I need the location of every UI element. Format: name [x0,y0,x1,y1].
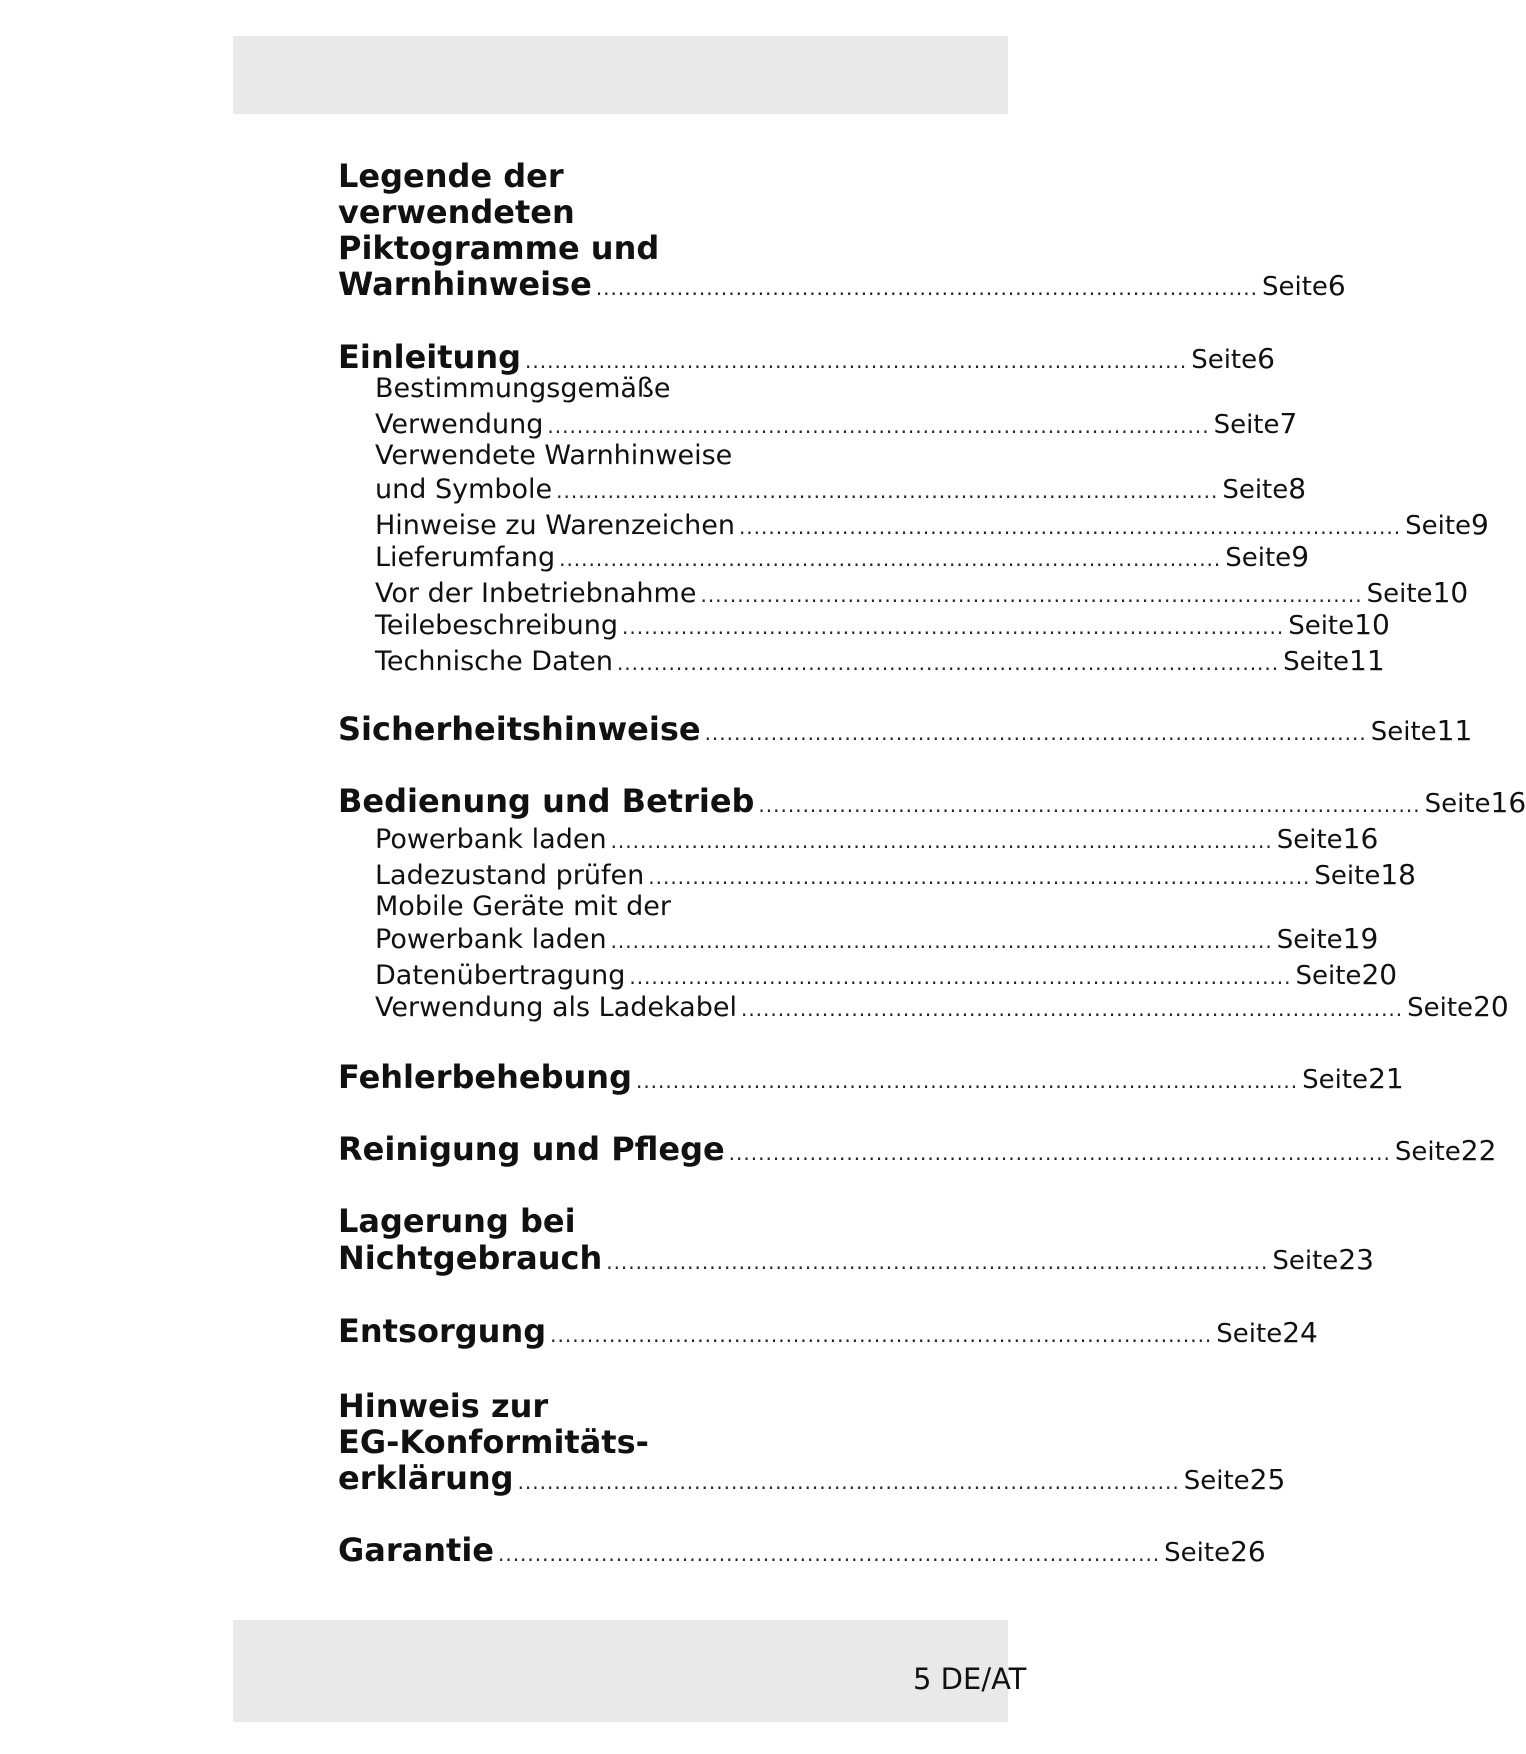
toc-seite-label: Seite [1366,579,1433,609]
toc-seite-label: Seite [1288,611,1355,641]
toc-entry-legende[interactable] [338,265,1346,303]
toc-seite-label: Seite [1216,1319,1283,1349]
toc-page-number: 21 [1368,1062,1404,1095]
toc-entry-title: Ladezustand prüfen [375,860,645,891]
toc-entry-title: und Symbole [375,474,553,505]
toc-entry-sicherheitshinweise[interactable] [338,710,1473,748]
leader-dots: .......................................................................................... [700,583,1363,607]
toc-entry-title: Teilebeschreibung [375,610,619,641]
toc-heading-line: Lagerung bei [338,1202,576,1240]
toc-entry-title: Sicherheitshinweise [338,710,701,748]
toc-page-number: 16 [1342,822,1379,855]
leader-dots: .......................................................................................... [497,1542,1161,1566]
toc-entry-konformitaet[interactable] [338,1459,1286,1497]
leader-dots: .......................................................................................... [622,615,1285,639]
toc-entry-title: Fehlerbehebung [338,1058,632,1096]
toc-sub-line: Verwendete Warnhinweise [375,440,733,471]
toc-entry-title: Hinweise zu Warenzeichen [375,510,735,541]
toc-entry-title: Datenübertragung [375,960,626,991]
leader-dots: .......................................................................................... [629,965,1292,989]
toc-page-number: 24 [1282,1316,1318,1349]
toc-entry-powerbank-laden[interactable] [375,822,1379,855]
toc-seite-label: Seite [1225,543,1292,573]
leader-dots: .......................................................................................... [517,1470,1180,1494]
toc-entry-warnhinweise[interactable] [375,472,1307,505]
toc-entry-bestimmung[interactable] [375,407,1298,440]
toc-seite-label: Seite [1262,272,1328,302]
toc-heading-line: Piktogramme und [338,229,660,267]
page-number-label: 5 DE/AT [913,1662,1027,1696]
toc-seite-label: Seite [1276,825,1343,855]
toc-entry-title: Bedienung und Betrieb [338,782,755,820]
toc-page-number: 22 [1460,1134,1497,1167]
leader-dots: .......................................................................................... [550,1323,1213,1347]
toc-sub-line: Mobile Geräte mit der [375,891,671,922]
toc-entry-teilebeschreibung[interactable] [375,608,1390,641]
toc-page-number: 23 [1338,1243,1374,1276]
toc-page-number: 9 [1471,508,1489,541]
toc-entry-ladezustand[interactable] [375,858,1416,891]
toc-entry-lagerung[interactable] [338,1239,1374,1277]
toc-entry-technische-daten[interactable] [375,644,1385,677]
leader-dots: .......................................................................................... [610,929,1273,953]
leader-dots: .......................................................................................... [610,829,1273,853]
toc-entry-title: Nichtgebrauch [338,1239,603,1277]
toc-seite-label: Seite [1314,861,1381,891]
toc-page-number: 8 [1288,472,1307,505]
toc-page-number: 9 [1291,540,1310,573]
toc-page-number: 20 [1361,958,1398,991]
toc-seite-label: Seite [1183,1466,1250,1496]
toc-page-number: 7 [1279,407,1298,440]
toc-page-number: 16 [1490,786,1526,819]
footer-band [233,1620,1027,1722]
toc-page-number: 6 [1327,269,1346,302]
toc-entry-inbetriebnahme[interactable] [375,576,1469,609]
toc-entry-title: erklärung [338,1459,514,1497]
toc-seite-label: Seite [1191,345,1258,375]
toc-page-number: 20 [1473,990,1509,1023]
toc-entry-title: Lieferumfang [375,542,556,573]
toc-sub-line: Bestimmungsgemäße [375,373,671,404]
leader-dots: .......................................................................................... [595,276,1258,300]
toc-entry-title: Reinigung und Pflege [338,1130,725,1168]
toc-page-number: 10 [1432,576,1469,609]
toc-heading-line: Legende der [338,157,564,195]
leader-dots: .......................................................................................... [738,515,1402,539]
toc-entry-title: Vor der Inbetriebnahme [375,578,697,609]
toc-entry-garantie[interactable] [338,1531,1266,1569]
leader-dots: .......................................................................................... [547,414,1210,438]
toc-page-number: 11 [1349,644,1385,677]
toc-page-number: 18 [1380,858,1416,891]
toc-page-number: 26 [1230,1535,1266,1568]
leader-dots: .......................................................................................... [556,479,1219,503]
leader-dots: .......................................................................................... [525,349,1188,373]
toc-seite-label: Seite [1370,717,1437,747]
leader-dots: .......................................................................................... [606,1250,1269,1274]
toc-heading-line: EG-Konformitäts- [338,1423,649,1461]
toc-entry-bedienung[interactable] [338,782,1526,820]
toc-entry-entsorgung[interactable] [338,1312,1318,1350]
toc-seite-label: Seite [1407,993,1474,1023]
toc-page-number: 11 [1436,714,1473,747]
leader-dots: .......................................................................................... [728,1141,1391,1165]
toc-page-number: 19 [1342,922,1379,955]
leader-dots: .......................................................................................... [559,547,1222,571]
toc-entry-lieferumfang[interactable] [375,540,1310,573]
toc-entry-ladekabel[interactable] [375,990,1509,1023]
toc-entry-title: Powerbank laden [375,824,607,855]
toc-entry-title: Garantie [338,1531,494,1569]
toc-seite-label: Seite [1405,511,1472,541]
toc-seite-label: Seite [1302,1065,1369,1095]
toc-seite-label: Seite [1222,475,1289,505]
toc-page-number: 6 [1257,342,1275,375]
toc-entry-title: Powerbank laden [375,924,607,955]
toc-seite-label: Seite [1213,410,1280,440]
toc-entry-einleitung[interactable] [338,338,1275,376]
toc-seite-label: Seite [1283,647,1350,677]
toc-seite-label: Seite [1295,961,1362,991]
toc-entry-title: Verwendung als Ladekabel [375,992,737,1023]
toc-entry-title: Entsorgung [338,1312,547,1350]
leader-dots: .......................................................................................... [648,865,1311,889]
toc-seite-label: Seite [1164,1538,1231,1568]
toc-heading-line: Hinweis zur [338,1387,549,1425]
leader-dots: .......................................................................................... [758,793,1421,817]
toc-entry-title: Technische Daten [375,646,613,677]
toc-page-number: 10 [1354,608,1390,641]
toc-seite-label: Seite [1272,1246,1339,1276]
toc-entry-fehlerbehebung[interactable] [338,1058,1404,1096]
toc-entry-title: Warnhinweise [338,265,592,303]
toc-entry-mobile-geraete[interactable] [375,922,1379,955]
toc-seite-label: Seite [1394,1137,1461,1167]
toc-entry-datenuebertragung[interactable] [375,958,1398,991]
leader-dots: .......................................................................................... [616,651,1280,675]
leader-dots: .......................................................................................... [704,721,1367,745]
toc-entry-reinigung[interactable] [338,1130,1497,1168]
leader-dots: .......................................................................................... [635,1069,1299,1093]
leader-dots: .......................................................................................... [740,997,1404,1021]
toc-seite-label: Seite [1276,925,1343,955]
toc-page-number: 25 [1249,1463,1286,1496]
toc-seite-label: Seite [1424,789,1491,819]
toc-entry-title: Verwendung [375,409,544,440]
toc-entry-warenzeichen[interactable] [375,508,1489,541]
toc-heading-line: verwendeten [338,193,575,231]
toc-entry-title: Einleitung [338,338,522,376]
